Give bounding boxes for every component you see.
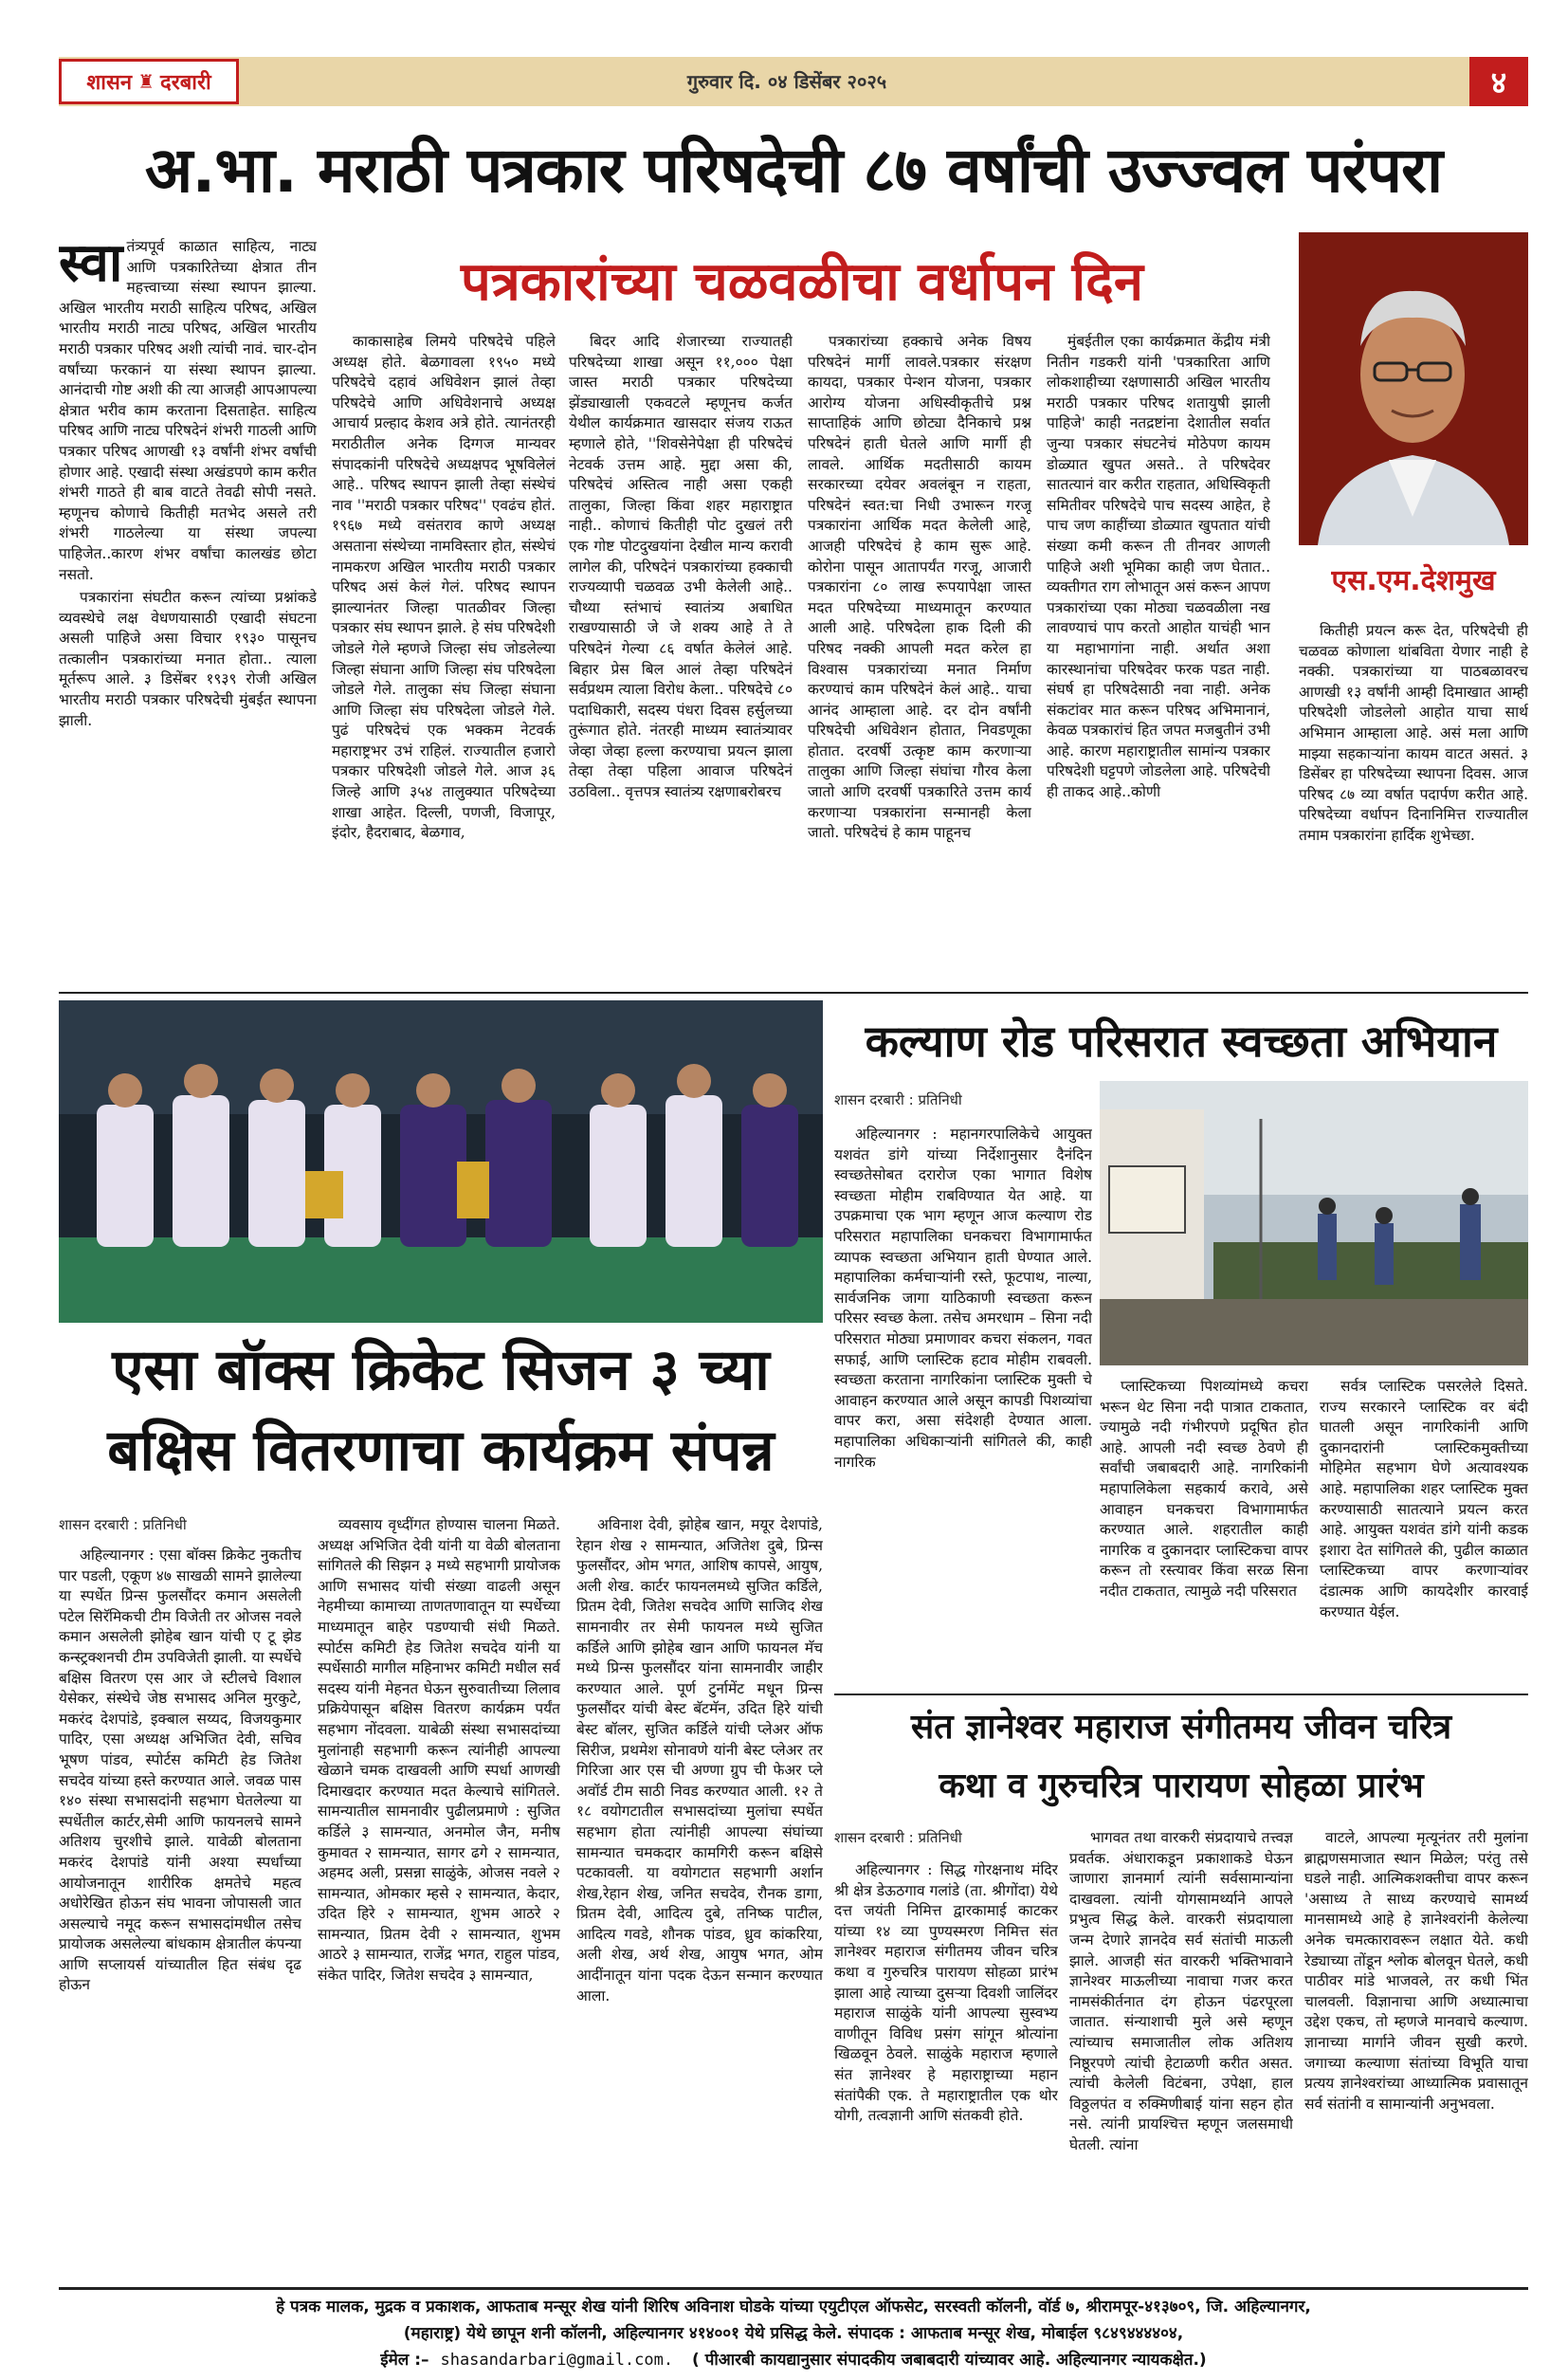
cleanliness-byline: शासन दरबारी : प्रतिनिधी xyxy=(834,1091,962,1108)
dnyaneshwar-col1-text: अहिल्यानगर : सिद्ध गोरक्षनाथ मंदिर श्री क्षेत्र डेऊठगाव गलांडे (ता. श्रीगोंदा) येथे दत्त जयंती निमित्त द्वारकामाई काटकर यांच्या १४ व्या पुण्यस्मरण निमित्त संत ज्ञानेश्वर महाराज संगीतमय जीवन चरित्र कथा व गुरुचरित्र पारायण सोहळा प्रारंभ झाला आहे त्याच्या दुसऱ्या दिवशी जालिंदर महाराज साळुंके यांनी आपल्या सुस्वभ्य वाणीतून विविध प्रसंग सांगून श्रोत्यांना खिळवून ठेवले. साळुंके महाराज म्हणाले संत ज्ञानेश्वर हे महाराष्ट्राच्या महान संतांपैकी एक. ते महाराष्ट्रातील एक थोर योगी, तत्वज्ञानी आणि संतकवी होते. xyxy=(834,1861,1058,2125)
cricket-illustration xyxy=(59,1000,823,1323)
footer-line-2: (महाराष्ट्र) येथे छापून शनी कॉलनी, अहिल्यानगर ४१४००१ येथे प्रसिद्ध केले. संपादक : आफताब मन्सूर शेख, मोबाईल ९८४९४४४४०४, xyxy=(403,2324,1184,2343)
logo-left-text: शासन xyxy=(86,71,133,95)
cleanliness-illustration xyxy=(1100,1081,1528,1365)
cleanliness-divider xyxy=(834,1693,1528,1695)
dnyaneshwar-headline-line-2: कथा व गुरुचरित्र पारायण सोहळा प्रारंभ xyxy=(939,1767,1424,1805)
lead-col2-text: काकासाहेब लिमये परिषदेचे पहिले अध्यक्ष होते. बेळगावला १९५० मध्ये परिषदेचे दहावं अधिवेशन झालं तेव्हा परिषदेचे आणि अधिवेशनाचे अध्यक्ष आचार्य प्रल्हाद केशव अत्रे होते. त्यानंतरही मराठीतील अनेक दिग्गज मान्यवर संपादकांनी परिषदेचे अध्यक्षपद भूषविलेलं आहे.. परिषद स्थापन झाली तेव्हा संस्थेचं नाव ''मराठी पत्रकार परिषद'' एवढंच होतं. १९६७ मध्ये वसंतराव काणे अध्यक्ष असताना संस्थेच्या नामविस्तार होत, संस्थेचं नामकरण अखिल भारतीय मराठी पत्रकार परिषद असं केलं गेलं. परिषद स्थापन झाल्यानंतर जिल्हा पातळीवर जिल्हा पत्रकार संघ स्थापन झाले. हे संघ परिषदेशी जोडले गेले म्हणजे जिल्हा संघ जोडलेल्या जिल्हा संघाना आणि जिल्हा संघ परिषदेला जोडले गेले. तालुका संघ जिल्हा संघाना आणि जिल्हा संघ परिषदेला जोडले गेले. पुढं परिषदेचं एक भक्कम नेटवर्क महाराष्ट्रभर उभं राहिलं. राज्यातील हजारो पत्रकार परिषदेशी जोडले गेले. आज ३६ जिल्हे आणि ३५४ तालुक्यात परिषदेच्या शाखा आहेत. दिल्ली, पणजी, विजापूर, इंदोर, हैदराबाद, बेळगाव, xyxy=(332,333,556,842)
footer-line-3 xyxy=(59,2348,1528,2372)
lead-column-2 xyxy=(332,332,556,986)
cleanliness-column-2 xyxy=(1100,1377,1308,1693)
logo-right-text: दरबारी xyxy=(160,71,211,95)
cricket-headline-line-2: बक्षिस वितरणाचा कार्यक्रम संपन्न xyxy=(107,1418,775,1484)
cricket-col2-text: व्यवसाय वृध्दींगत होण्यास चालना मिळते. अध्यक्ष अभिजित देवी यांनी या वेळी बोलताना सांगितले की सिझन ३ मध्ये सहभागी प्रायोजक आणि सभासद यांची संख्या वाढली असून नेहमीच्या कामाच्या ताणतणावातून या स्पर्धेच्या माध्यमातून बाहेर पडण्याची संधी मिळते. स्पोर्टस कमिटी हेड जितेश सचदेव यांनी या स्पर्धेसाठी मागील महिनाभर कमिटी मधील सर्व सदस्य यांनी मेहनत घेऊन सुरुवातीच्या लिलाव प्रक्रियेपासून बक्षिस वितरण कार्यक्रम पर्यंत सहभाग नोंदवला. याबेळी संस्था सभासदांच्या मुलांनाही सहभागी करून त्यांनीही आपल्या खेळाने चमक दाखवली आणि स्पर्धा आणखी दिमाखदार करण्यात मदत केल्याचे सांगितले. सामन्यातील सामनावीर पुढीलप्रमाणे : सुजित कर्डिले ३ सामन्यात, अनमोल जैन, मनीष कुमावत २ सामन्यात, सागर ढगे २ सामन्यात, अहमद अली, प्रसन्ना साळुंके, ओजस नवले २ सामन्यात, ओमकार म्हसे २ सामन्यात, केदार, उदित हिरे २ सामन्यात, शुभम आठरे २ सामन्यात, प्रितम देवी २ सामन्यात, शुभम आठरे ३ सामन्यात, राजेंद्र भगत, राहुल पांडव, संकेत पादिर, जितेश सचदेव ३ सामन्यात, xyxy=(318,1516,560,1985)
cleanliness-col1-text: अहिल्यानगर : महानगरपालिकेचे आयुक्त यशवंत डांगे यांच्या निर्देशानुसार दैनंदिन स्वच्छतेसोबत दरारोज एका भागात विशेष स्वच्छता मोहीम राबविण्यात येत आहे. या उपक्रमाचा एक भाग म्हणून आज कल्याण रोड परिसरात महापालिका घनकचरा विभागामार्फत व्यापक स्वच्छता अभियान हाती घेण्यात आले. महापालिका कर्मचाऱ्यांनी रस्ते, फूटपाथ, नाल्या, सार्वजनिक जागा याठिकाणी स्वच्छता करून परिसर स्वच्छ केला. तसेच अमरधाम – सिना नदी परिसरात मोठ्या प्रमाणावर कचरा संकलन, गवत सफाई, आणि प्लास्टिक हटाव मोहीम राबवली. स्वच्छता करताना नागरिकांना प्लास्टिक मुक्ती चे आवाहन करण्यात आले असून कापडी पिशव्यांचा वापर करा, असा संदेशही देण्यात आला. महापालिका अधिकाऱ्यांनी सांगितले की, काही नागरिक xyxy=(834,1126,1092,1471)
portrait-caption: एस.एम.देशमुख xyxy=(1331,564,1496,597)
cleanliness-col3-text: सर्वत्र प्लास्टिक पसरलेले दिसते. राज्य सरकारने प्लास्टिक वर बंदी घातली असून नागरिकांनी आणि दुकानदारांनी प्लास्टिकमुक्तीच्या मोहिमेत सहभाग घेणे अत्यावश्यक आहे. महापालिका शहर प्लास्टिक मुक्त करण्यासाठी सातत्याने प्रयत्न करत आहे. आयुक्त यशवंत डांगे यांनी कडक इशारा देत सांगितले की, पुढील काळात प्लास्टिकच्या वापर करणाऱ्यांवर दंडात्मक आणि कायदेशीर कारवाई करण्यात येईल. xyxy=(1320,1378,1528,1620)
logo-emblem-icon: ♜ xyxy=(137,70,155,93)
lead-col6-text: कितीही प्रयत्न करू देत, परिषदेची ही चळवळ कोणाला थांबविता येणार नाही हे नक्की. पत्रकारांच्या या पाठबळावरच आणखी १३ वर्षांनी आम्ही दिमाखात आम्ही परिषदेशी जोडलेलो आहोत याचा सार्थ अभिमान आम्हाला आहे. असं मला आणि माझ्या सहकाऱ्यांना कायम वाटत असतं. ३ डिसेंबर हा परिषदेच्या स्थापना दिवस. आज परिषद ८७ व्या वर्षात पदार्पण करीत आहे. परिषदेच्या वर्धापन दिनानिमित्त राज्यातील तमाम पत्रकारांना हार्दिक शुभेच्छा. xyxy=(1299,622,1528,844)
portrait-photo xyxy=(1299,232,1528,545)
dnyaneshwar-column-2 xyxy=(1069,1828,1293,2280)
dnyaneshwar-column-1 xyxy=(834,1860,1058,2280)
cleanliness-column-3 xyxy=(1320,1377,1528,1693)
cricket-column-1 xyxy=(59,1546,301,2280)
page-number-text: ४ xyxy=(1490,64,1507,101)
lead-col5-text: मुंबईतील एका कार्यक्रमात केंद्रीय मंत्री नितीन गडकरी यांनी 'पत्रकारिता आणि लोकशाहीच्या रक्षणासाठी अखिल भारतीय मराठी पत्रकार परिषद शतायुषी झाली पाहिजे' काही नतद्रष्टांना देशातील सर्वात जुन्या पत्रकार संघटनेचं मोठेपण कायम डोळ्यात खुपत असते.. ते परिषदेवर सातत्यानं वार करीत राहतात, अधिस्विकृती समितीवर परिषदेचे पाच सदस्य आहेत, हे पाच जण काहींच्या डोळ्यात खुपतात यांची संख्या कमी करून ती तीनवर आणली पाहिजे अशी भूमिका काही जण घेतात.. व्यक्तीगत राग लोभातून असं करून आपण पत्रकारांच्या एका मोठ्या चळवळीला नख लावण्याचं पाप करतो आहोत याचंही भान या महाभागांना नाही. अर्थात अशा कारस्थानांचा परिषदेवर फरक पडत नाही. संघर्ष हा परिषदेसाठी नवा नाही. अनेक संकटांवर मात करून परिषद अभिमानानं, केवळ पत्रकारांचं हित जपत मजबुतीनं उभी आहे. कारण महाराष्ट्रातील सामांन्य पत्रकार परिषदेशी घट्टपणे जोडलेला आहे. परिषदेची ही ताकद आहे..कोणी xyxy=(1047,333,1270,801)
dnyaneshwar-headline-line-1: संत ज्ञानेश्वर महाराज संगीतमय जीवन चरित्र xyxy=(910,1708,1452,1747)
cricket-headline-line-1: एसा बॉक्स क्रिकेट सिजन ३ च्या xyxy=(112,1337,770,1403)
footer-line-1: हे पत्रक मालक, मुद्रक व प्रकाशक, आफताब मन्सूर शेख यांनी शिरिष अविनाश घोडके यांच्या एयुटीएल ऑफसेट, सरस्वती कॉलनी, वॉर्ड ७, श्रीरामपूर-४१३७०९, जि. अहिल्यानगर, xyxy=(276,2298,1311,2316)
dnyaneshwar-column-3 xyxy=(1304,1828,1528,2280)
page-number xyxy=(1469,57,1528,106)
footer-divider xyxy=(59,2287,1528,2290)
footer-email[interactable]: shasandarbari@gmail.com. xyxy=(440,2351,674,2370)
cricket-col1-text: अहिल्यानगर : एसा बॉक्स क्रिकेट नुकतीच पार पडली, एकूण ४७ साखळी सामने झालेल्या या स्पर्धेत प्रिन्स फुलसौंदर कमान असलेली पटेल सिरॅमिकची टीम विजेती तर ओजस नवले कमान असलेली झोहेब खान यांची ए टू झेड कन्स्ट्रक्शनची टीम उपविजेती झाली. या स्पर्धेचे बक्षिस वितरण एस आर जे स्टीलचे विशाल येसेकर, संस्थेचे जेष्ठ सभासद अनिल मुरकुटे, मकरंद देशपांडे, इक्बाल सय्यद, विजयकुमार पादिर, एसा अध्यक्ष अभिजित देवी, सचिव भूषण पांडव, स्पोर्टस कमिटी हेड जितेश सचदेव यांच्या हस्ते करण्यात आले. जवळ पास १४० संस्था सभासदांनी सहभाग घेतलेल्या या स्पर्धेतील कार्टर,सेमी आणि फायनलचे सामने अतिशय चुरशीचे झाले. यावेळी बोलताना मकरंद देशपांडे यांनी अश्या स्पर्धांच्या आयोजनातून शारीरिक क्षमतेचे महत्व अधोरेखित होऊन संघ भावना जोपासली जात असल्याचे नमूद करून सभासदांमधील तसेच प्रायोजक असलेल्या बांधकाम क्षेत्रातील कंपन्या आणि सप्लायर्स यांच्यातील हित संबंध दृढ होऊन xyxy=(59,1547,301,1994)
dnyaneshwar-byline: शासन दरबारी : प्रतिनिधी xyxy=(834,1829,962,1846)
lead-column-4 xyxy=(808,332,1031,986)
dnyaneshwar-col3-text: वाटले, आपल्या मृत्यूनंतर तरी मुलांना ब्राह्मणसमाजात स्थान मिळेल; परंतु तसे घडले नाही. आत्मिकशक्तीचा वापर करून 'असाध्य ते साध्य करण्याचे सामर्थ्य मानसामध्ये आहे हे ज्ञानेश्वरांनी केलेल्या अनेक चमत्कारावरून लक्षात येते. कधी रेड्याच्या तोंडून श्लोक बोलवून घेतले, कधी पाठीवर मांडे भाजवले, तर कधी भिंत चालवली. विज्ञानाचा आणि अध्यात्माचा उद्देश एकच, तो म्हणजे मानवाचे कल्याण. ज्ञानाच्या मार्गाने जीवन सुखी करणे. जगाच्या कल्याणा संतांच्या विभूति याचा प्रत्यय ज्ञानेश्वरांच्या आध्यात्मिक प्रवासातून सर्व संतांनी व सामान्यांनी अनुभवला. xyxy=(1304,1829,1528,2113)
portrait-illustration xyxy=(1299,232,1528,545)
cricket-column-3 xyxy=(576,1515,823,2280)
lead-column-1 xyxy=(59,237,317,986)
lead-subheadline: पत्रकारांच्या चळवळीचा वर्धापन दिन xyxy=(461,251,1143,313)
cricket-column-2 xyxy=(318,1515,560,2280)
footer-note: ( पीआरबी कायद्यानुसार संपादकीय जबाबदारी यांच्यावर आहे. अहिल्यानगर न्यायकक्षेत.) xyxy=(692,2351,1207,2370)
masthead-logo xyxy=(59,59,239,104)
lead-col3-text: बिदर आदि शेजारच्या राज्यातही परिषदेच्या शाखा असून ११,००० पेक्षा जास्त मराठी पत्रकार परिषदेच्या झेंड्याखाली एकवटले म्हणूनच कर्जत येथील कार्यक्रमात खासदार संजय राऊत म्हणाले होते, ''शिवसेनेपेक्षा ही परिषदेचं नेटवर्क उत्तम आहे. मुद्दा असा की, परिषदेचं अस्तित्व नाही असा एकही तालुका, जिल्हा किंवा शहर महाराष्ट्रात नाही.. कोणाचं कितीही पोट दुखलं तरी एक गोष्ट पोटदुखयांना देखील मान्य करावी लागेल की, परिषदेनं पत्रकारांच्या हक्काची राज्यव्यापी चळवळ उभी केलेली आहे.. चौथ्या स्तंभाचं स्वातंत्र्य अबाधित राखण्यासाठी जे जे शक्य आहे ते ते परिषदेनं गेल्या ८६ वर्षात केलेलं आहे. बिहार प्रेस बिल आलं तेव्हा परिषदेनं सर्वप्रथम त्याला विरोध केला.. परिषदेचे ८० पदाधिकारी, सदस्य पंधरा दिवस हर्सुलच्या तुरूंगात होते. नंतरही माध्यम स्वातंत्र्यावर जेव्हा जेव्हा हल्ला करण्याचा प्रयत्न झाला तेव्हा तेव्हा पहिला आवाज परिषदेनं उठविला.. वृत्तपत्र स्वातंत्र्य रक्षणाबरोबरच xyxy=(569,333,793,801)
lead-headline: अ.भा. मराठी पत्रकार परिषदेची ८७ वर्षांची उज्ज्वल परंपरा xyxy=(144,134,1443,207)
lead-column-6 xyxy=(1299,621,1528,986)
cricket-byline: शासन दरबारी : प्रतिनिधी xyxy=(59,1516,187,1533)
lead-intro-text-2: पत्रकारांना संघटीत करून त्यांच्या प्रश्नांकडे व्यवस्थेचे लक्ष वेधणयासाठी एखादी संघटना असली पाहिजे असा विचार १९३० पासूनच तत्कालीन पत्रकारांच्या मनात होता.. त्याला मूर्तरूप आले. ३ डिसेंबर १९३९ रोजी अखिल भारतीय मराठी पत्रकार परिषदेची मुंबईत स्थापना झाली. xyxy=(59,589,317,729)
cleanliness-col2-text: प्लास्टिकच्या पिशव्यांमध्ये कचरा भरून थेट सिना नदी पात्रात टाकतात, ज्यामुळे नदी गंभीरपणे प्रदूषित होत आहे. आपली नदी स्वच्छ ठेवणे ही सर्वांची जबाबदारी आहे. नागरिकांनी महापालिकेला सहकार्य करावे, असे आवाहन घनकचरा विभागामार्फत करण्यात आले. शहरातील काही नागरिक व दुकानदार प्लास्टिकचा वापर करून तो रस्त्यावर किंवा सरळ सिना नदीत टाकतात, त्यामुळे नदी परिसरात xyxy=(1100,1378,1308,1600)
cleanliness-headline: कल्याण रोड परिसरात स्वच्छता अभियान xyxy=(865,1016,1498,1067)
cleanliness-photo xyxy=(1100,1081,1528,1365)
lead-column-5 xyxy=(1047,332,1270,986)
lead-col4-text: पत्रकारांच्या हक्काचे अनेक विषय परिषदेनं मार्गी लावले.पत्रकार संरक्षण कायदा, पत्रकार पेन्शन योजना, पत्रकार आरोग्य योजना अधिस्वीकृतीचे प्रश्न साप्ताहिकं आणि छोट्या दैनिकाचे प्रश्न परिषदेनं हाती घेतले आणि मार्गी ही लावले. आर्थिक मदतीसाठी कायम सरकारच्या दयेवर अवलंबून न राहता, परिषदेनं स्वत:चा निधी उभारून गरजू पत्रकारांना आर्थिक मदत केलेली आहे, आजही परिषदेचं हे काम सुरू आहे. कोरोना पासून आतापर्यंत गरजू, आजारी पत्रकारांना ८० लाख रूपयापेक्षा जास्त मदत परिषदेच्या माध्यमातून करण्यात आली आहे. परिषदेला हाक दिली की परिषद नक्की आपली मदत करेल हा विश्वास पत्रकारांच्या मनात निर्माण करण्याचं काम परिषदेनं केलं आहे.. याचा आनंद आम्हाला आहे. दर दोन वर्षांनी परिषदेची अधिवेशन होतात, निवडणूका होतात. दरवर्षी उत्कृष्ट काम करणाऱ्या तालुका आणि जिल्हा संघांचा गौरव केला जातो आणि दरवर्षी पत्रकारिते उत्तम कार्य करणाऱ्या पत्रकारांना सन्मानही केला जातो. परिषदेचं हे काम पाहूनच xyxy=(808,333,1031,842)
lead-intro-text: तंत्र्यपूर्व काळात साहित्य, नाट्य आणि पत्रकारितेच्या क्षेत्रात तीन महत्त्वाच्या संस्था स्थापन झाल्या. अखिल भारतीय मराठी साहित्य परिषद, अखिल भारतीय मराठी नाट्य परिषद, अखिल भारतीय मराठी पत्रकार परिषद अशी त्यांची नावं. चार-दोन वर्षांच्या फरकानं या संस्था स्थापन झाल्या. आनंदाची गोष्ट अशी की त्या आजही आपआपल्या क्षेत्रात भरीव काम करताना दिसताहेत. साहित्य परिषद आणि नाट्य परिषदेनं शंभरी गाठली आणि पत्रकार परिषद आणखी १३ वर्षांनी शंभर वर्षांची होणार आहे. एखादी संस्था अखंडपणे काम करीत शंभरी गाठते ही बाब वाटते तेवढी सोपी नसते. म्हणूनच कोणाचे कितीही मतभेद असले तरी शंभरी गाठलेल्या या संस्था जपल्या पाहिजेत..कारण शंभर वर्षांचा कालखंड छोटा नसतो. xyxy=(59,238,317,583)
cricket-photo xyxy=(59,1000,823,1323)
cleanliness-column-1 xyxy=(834,1125,1092,1693)
cricket-col3-text: अविनाश देवी, झोहेब खान, मयूर देशपांडे, रेहान शेख २ सामन्यात, अजितेश दुबे, प्रिन्स फुलसौंदर, ओम भगत, आशिष कापसे, आयुष, अली शेख. कार्टर फायनलमध्ये सुजित कर्डिले, प्रितम देवी, जितेश सचदेव आणि साजिद शेख सामनावीर तर सेमी फायनल मध्ये सुजित कर्डिले आणि झोहेब खान आणि फायनल मॅच मध्ये प्रिन्स फुलसौंदर यांना सामनावीर जाहीर करण्यात आले. पूर्ण टुर्नामेंट मधून प्रिन्स फुलसौंदर यांची बेस्ट बॅटमॅन, उदित हिरे यांची बेस्ट बॉलर, सुजित कर्डिले यांची प्लेअर ऑफ सिरीज, प्रथमेश सोनावणे यांनी बेस्ट प्लेअर तर गिरिजा आर एस ची अण्णा ग्रुप ची फेअर प्ले अवॉर्ड टीम साठी निवड करण्यात आली. १२ ते १८ वयोगटातील सभासदांच्या मुलांचा स्पर्धेत सहभाग होता त्यांनीही आपल्या संघांच्या सामन्यात चमकदार कामगिरी करून बक्षिसे पटकावली. या वयोगटात सहभागी अर्शान शेख,रेहान शेख, जनित सचदेव, रौनक डागा, प्रितम देवी, आदित्य दुबे, तनिष्क पाटील, आदित्य गवडे, शौनक पांडव, ध्रुव कांकरिया, अली शेख, अर्थ शेख, आयुष भगत, ओम आदींनातून यांना पदक देऊन सन्मान करण्यात आला. xyxy=(576,1516,823,2005)
masthead-date: गुरुवार दि. ०४ डिसेंबर २०२५ xyxy=(686,70,887,93)
lead-column-3 xyxy=(569,332,793,986)
section-divider xyxy=(59,992,1528,994)
dnyaneshwar-col2-text: भागवत तथा वारकरी संप्रदायाचे तत्त्वज्ञ प्रवर्तक. अंधाराकडून प्रकाशाकडे घेऊन जाणारा ज्ञानमार्ग त्यांनी सर्वसामान्यांना दाखवला. त्यांनी योगसामर्थ्याने आपले प्रभुत्व सिद्ध केले. वारकरी संप्रदायाला जन्म देणारे ज्ञानदेव सर्व संतांची माऊली झाले. आजही संत वारकरी भक्तिभावाने ज्ञानेश्वर माऊलीच्या नावाचा गजर करत नामसंकीर्तनात दंग होऊन पंढरपूरला जातात. संन्याशाची मुले असे म्हणून त्यांच्याच समाजातील लोक अतिशय निष्ठूरपणे त्यांची हेटाळणी करीत असत. त्यांची केलेली विटंबना, उपेक्षा, हाल विठ्ठलपंत व रुक्मिणीबाई यांना सहन होत नसे. त्यांनी प्रायश्चित्त म्हणून जलसमाधी घेतली. त्यांना xyxy=(1069,1829,1293,2153)
footer-email-label: ईमेल :– xyxy=(380,2351,429,2370)
lead-dropcap: स्वा xyxy=(59,237,123,294)
